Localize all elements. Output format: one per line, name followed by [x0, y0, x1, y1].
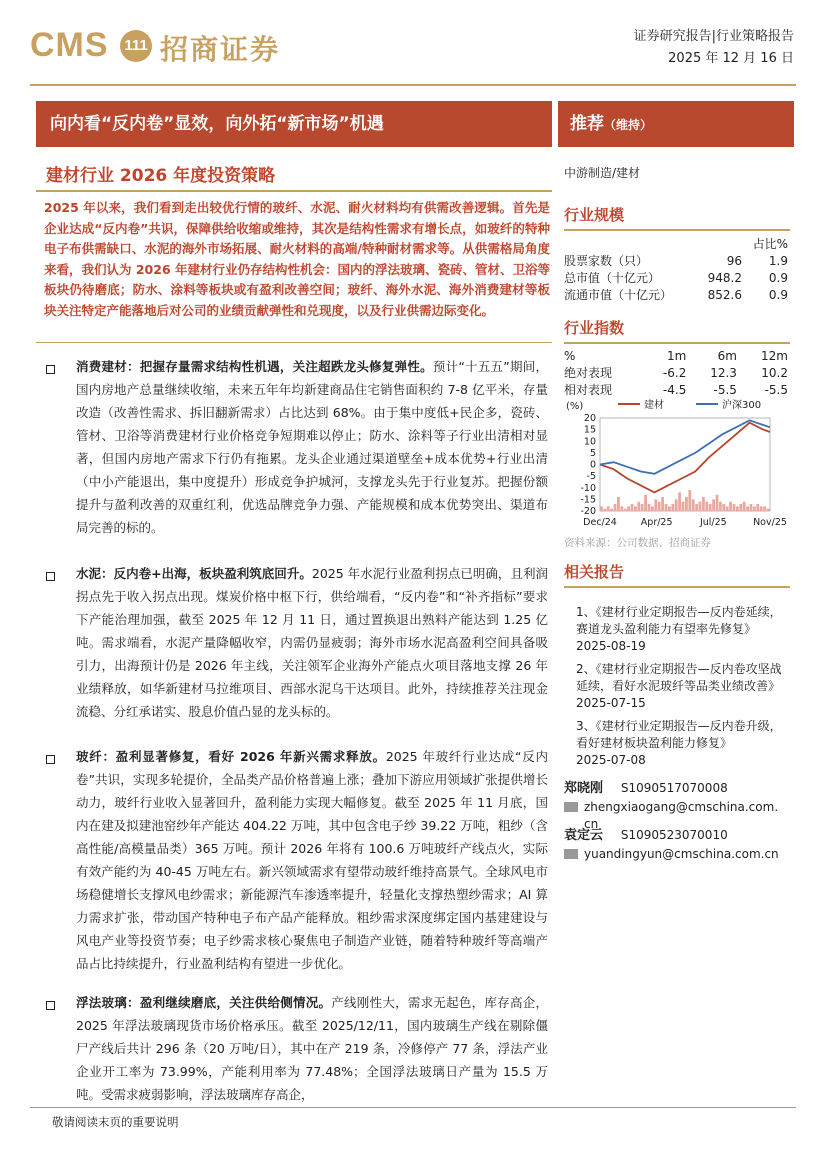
volume-bar: [614, 504, 617, 511]
section-body: 产线刚性大，需求无起色，库存高企，2025 年浮法玻璃现货市场价格承压。截至 2025/12/11，国内玻璃生产线在剔除僵尸产线后共计 296 条（20 万吨/日），其中在产 219 条，冷修停产 77 条，浮法产业企业开工率为 73.99%，产能利用率为 77.48%；全国浮法玻璃日产量为 15.5 万吨。受需求疲弱影响，浮法玻璃库存高企，: [76, 995, 548, 1102]
section-heading: 消费建材：把握存量需求结构性机遇，关注超跌龙头修复弹性。: [76, 359, 433, 374]
table-row: 相对表现 -4.5 -5.5 -5.5: [564, 382, 788, 397]
volume-bar: [695, 504, 698, 511]
volume-bar: [637, 502, 640, 511]
volume-bar: [709, 504, 712, 511]
y-tick-label: -15: [580, 494, 596, 506]
volume-bar: [644, 495, 647, 511]
volume-bar: [746, 506, 749, 511]
section-glass-fiber: [76, 745, 548, 975]
x-tick-label: Dec/24: [583, 517, 617, 528]
industry-scale-heading: 行业规模: [564, 204, 790, 231]
volume-bar: [699, 502, 702, 511]
bullet-icon: [46, 755, 55, 764]
headline-banner: 向内看“反内卷”显效，向外拓“新市场”机遇: [36, 101, 552, 147]
index-chart: [564, 396, 794, 534]
y-tick-label: 20: [583, 413, 596, 424]
volume-bar: [665, 504, 668, 511]
related-reports-panel: [564, 561, 794, 769]
chart-ylabel: (%): [566, 401, 584, 412]
header-divider: [30, 84, 796, 86]
logo-cn-text: 招商证券: [160, 33, 281, 66]
author-email[interactable]: yuandingyun@cmschina.com.cn: [584, 847, 779, 861]
volume-bar: [607, 506, 610, 511]
volume-bar: [675, 499, 678, 511]
table-row: 流通市值（十亿元） 852.6 0.9: [564, 287, 788, 302]
volume-bar: [733, 504, 736, 511]
legend-label-series2: 沪深300: [722, 400, 762, 411]
volume-bar: [726, 506, 729, 511]
industry-index-table: % 1m 6m 12m 绝对表现 -6.2 12.3 10.2 相对表现 -4.5 -5.5 -5.5: [564, 349, 788, 397]
volume-bar: [634, 506, 637, 511]
related-report-item[interactable]: 2、《建材行业定期报告—反内卷攻坚战延续，看好水泥玻纤等品类业绩改善》 2025-07-15: [576, 662, 782, 710]
volume-bar: [705, 502, 708, 511]
logo-text: CMS: [30, 26, 109, 64]
company-logo: [30, 22, 290, 72]
volume-bar: [658, 502, 661, 511]
section-body: 2025 年水泥行业盈利拐点已明确，且利润拐点先于收入拐点出现。煤炭价格中枢下行，供给端看，“反内卷”和“补齐指标”要求下产能治理加强，截至 2025 年 12 月 11 日，通过置换退出熟料产能达到 1.25 亿吨。需求端看，水泥产量降幅收窄，内需仍显疲弱；海外市场水泥高盈利空间具备吸引力，出海预计仍是 2026 年主线，关注领军企业海外产能点火项目落地支撑 26 年业绩释放，如华新建材马拉维项目、西部水泥乌干达项目。此外，持续推荐关注现金流稳、分红承诺实、股息价值凸显的龙头标的。: [76, 566, 548, 719]
volume-bar: [682, 502, 685, 511]
volume-bar: [739, 504, 742, 511]
volume-bar: [600, 506, 603, 511]
volume-bar: [692, 499, 695, 511]
section-heading: 水泥：反内卷+出海，板块盈利筑底回升。: [76, 566, 312, 581]
author-1: [564, 780, 794, 833]
industry-index-heading: 行业指数: [564, 317, 790, 344]
y-tick-label: 0: [589, 459, 596, 471]
volume-bar: [678, 492, 681, 511]
volume-bar: [641, 504, 644, 511]
volume-bar: [603, 509, 606, 511]
email-icon: [564, 802, 578, 812]
volume-bar: [756, 504, 759, 511]
section-cement: [76, 562, 548, 723]
legend-label-series1: 建材: [644, 400, 664, 411]
y-tick-label: 5: [589, 447, 596, 459]
volume-bar: [624, 509, 627, 511]
author-name: 袁定云: [564, 828, 604, 843]
email-icon: [564, 849, 578, 859]
bullet-icon: [46, 572, 55, 581]
chart-source-note: 资料来源：公司数据、招商证券: [564, 537, 711, 549]
title-divider: [36, 190, 552, 192]
y-tick-label: -10: [580, 482, 596, 494]
volume-bar: [617, 497, 620, 511]
table-row: 总市值（十亿元） 948.2 0.9: [564, 270, 788, 285]
author-id: S1090523070010: [620, 828, 728, 842]
related-reports-heading: 相关报告: [564, 561, 790, 588]
volume-bar: [722, 504, 725, 511]
industry-scale-table: [564, 235, 788, 303]
logo-seal-icon: 111: [120, 30, 152, 62]
footer-note: 敬请阅读末页的重要说明: [52, 1115, 179, 1129]
table-row: 绝对表现 -6.2 12.3 10.2: [564, 365, 788, 380]
related-report-item[interactable]: 3、《建材行业定期报告—反内卷升级，看好建材板块盈利能力修复》 2025-07-08: [576, 719, 782, 767]
volume-bar: [648, 504, 651, 511]
table-row: 股票家数（只） 96 1.9: [564, 253, 788, 268]
volume-bar: [702, 497, 705, 511]
author-name: 郑晓刚: [564, 781, 604, 796]
section-body: 预计“十五五”期间，国内房地产总量继续收缩，未来五年年均新建商品住宅销售面积约 7-8 亿平米，存量改造（改善性需求、拆旧翻新需求）占比达到 68%。由于集中度低+民企多，瓷砖、管材、卫浴等消费建材行业价格竞争短期难以停止；防水、涂料等子行业出清相对显著，但国内房地产需求下行仍有拖累。龙头企业通过渠道壁垒+成本优势+行业出清（中小产能退出，集中度提升）形成竞争护城河，支撑龙头先于行业复苏。把握份额提升与盈利改善的双重红利，优选品牌竞争力强、产能规模和成本优势突出、渠道布局完善的标的。: [76, 359, 548, 535]
x-tick-label: Apr/25: [640, 517, 673, 528]
volume-bar: [729, 502, 732, 511]
section-heading: 玻纤：盈利显著修复，看好 2026 年新兴需求释放。: [76, 749, 386, 764]
volume-bar: [763, 506, 766, 511]
author-2: [564, 827, 794, 863]
volume-bar: [668, 506, 671, 511]
volume-bar: [716, 495, 719, 511]
chart-plot-frame: [600, 418, 770, 511]
author-id: S1090517070008: [620, 781, 728, 795]
summary-paragraph: 2025 年以来，我们看到走出较优行情的玻纤、水泥、耐火材料均有供需改善逻辑。首先是企业达成“反内卷”共识，保障供给收缩或维持，其次是结构性需求有增长点，如玻纤的特种电子布供需缺口、水泥的海外市场拓展、耐火材料的高端/特种耐材需求等。从供需格局角度来看，我们认为 2026 年建材行业仍存结构性机会：国内的浮法玻璃、瓷砖、管材、卫浴等板块仍待磨底；防水、涂料等板块或有盈利改善空间；玻纤、海外水泥、海外消费建材等板块关注特定产能落地后对公司的业绩贡献弹性和兑现度，以及行业供需边际变化。: [44, 200, 550, 318]
pct-header: 占比%: [752, 237, 788, 251]
section-heading: 浮法玻璃：盈利继续磨底，关注供给侧情况。: [76, 995, 332, 1010]
y-tick-label: -5: [586, 471, 596, 483]
industry-scale-panel: [564, 204, 794, 303]
volume-bar: [654, 499, 657, 511]
author-email[interactable]: zhengxiaogang@cmschina.com.cn: [584, 800, 779, 831]
related-report-item[interactable]: 1、《建材行业定期报告—反内卷延续，赛道龙头盈利能力有望率先修复》 2025-08-19: [576, 605, 782, 653]
industry-index-panel: [564, 317, 794, 398]
volume-bar: [753, 506, 756, 511]
volume-bar: [760, 506, 763, 511]
y-tick-label: 10: [583, 436, 596, 448]
volume-bar: [671, 504, 674, 511]
section-body: 2025 年玻纤行业达成“反内卷”共识，实现多轮提价，全品类产品价格普遍上涨；叠加下游应用领域扩张提供增长动力，玻纤行业收入显著回升，盈利能力实现大幅修复。截至 2025 年 11 月底，国内在建及拟建池窑纱年产能达 404.22 万吨，其中包含电子纱 39.22 万吨，粗纱（含高性能/高模量品类）365 万吨。预计 2026 年将有 100.6 万吨玻纤产线点火，实际有效产能约为 40-45 万吨左右。新兴领域需求有望带动玻纤维持高景气。全球风电市场稳健增长支撑风电纱需求；新能源汽车渗透率提升，轻量化支撑热塑纱需求；AI 算力需求扩张，带动国产特种电子布产品产能释放。粗纱需求深度绑定国内基建建设与风电产业等投资节奏；电子纱需求核心聚焦电子制造产业链，随着特种玻纤等高端产品占比持续提升，行业盈利结构有望进一步优化。: [76, 749, 548, 971]
volume-bar: [631, 504, 634, 511]
volume-bar: [685, 497, 688, 511]
header-meta: [634, 26, 794, 70]
bullet-icon: [46, 365, 55, 374]
volume-bar: [627, 506, 630, 511]
x-tick-label: Nov/25: [753, 517, 787, 528]
volume-bar: [743, 502, 746, 511]
summary-divider: [36, 342, 552, 343]
volume-bar: [651, 506, 654, 511]
volume-bar: [688, 490, 691, 511]
volume-bar: [610, 509, 613, 511]
volume-bar: [620, 506, 623, 511]
sector-label: 中游制造/建材: [564, 166, 641, 180]
volume-bar: [719, 502, 722, 511]
report-type: 证券研究报告|行业策略报告: [633, 29, 794, 44]
report-date: 2025 年 12 月 16 日: [668, 51, 794, 66]
footer-divider: [30, 1107, 796, 1108]
volume-bar: [661, 497, 664, 511]
rating-label: 推荐: [570, 114, 604, 134]
volume-bar: [736, 506, 739, 511]
rating-sub: （维持）: [604, 118, 653, 132]
volume-bar: [750, 504, 753, 511]
series-line-2: [600, 420, 770, 474]
bullet-icon: [46, 1001, 55, 1010]
section-consumer-materials: [76, 355, 548, 539]
y-tick-label: 15: [583, 424, 596, 436]
volume-bar: [712, 499, 715, 511]
y-tick-label: -20: [580, 506, 596, 517]
page-title: 建材行业 2026 年度投资策略: [46, 166, 276, 186]
x-tick-label: Jul/25: [699, 517, 727, 528]
volume-bar: [767, 509, 770, 511]
section-float-glass: [76, 991, 548, 1106]
rating-banner: [558, 101, 794, 147]
